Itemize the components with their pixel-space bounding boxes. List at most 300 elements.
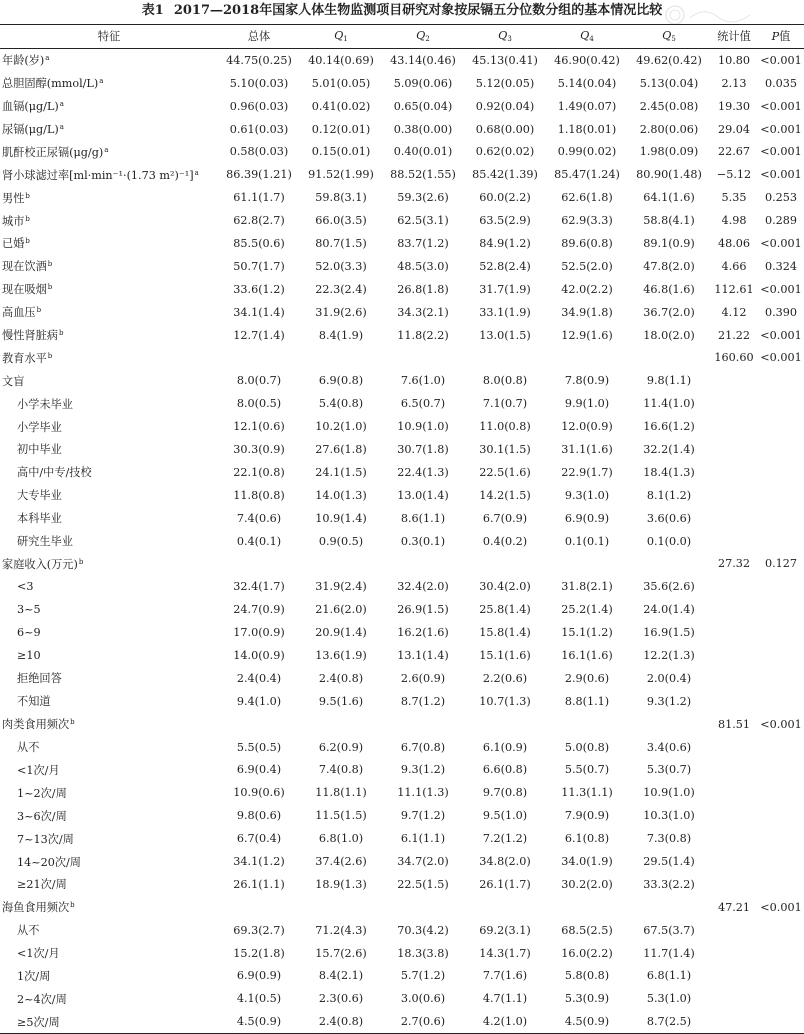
- table-row: [0, 369, 804, 392]
- cell-q4: 9.9(1.0): [564, 397, 610, 411]
- footnote-marker: a: [99, 77, 104, 86]
- row-label-cell: [0, 415, 218, 438]
- cell-q5: [628, 552, 710, 575]
- cell-q1: 80.7(1.5): [315, 236, 367, 250]
- cell-q5: 24.0(1.4): [643, 603, 695, 617]
- row-label: 肾小球滤过率[ml·min⁻¹·(1.73 m²)⁻¹]: [2, 168, 194, 182]
- cell-q4: 52.5(2.0): [561, 259, 613, 273]
- cell-q2: [382, 896, 464, 919]
- cell-q4: 31.1(1.6): [561, 442, 613, 456]
- row-label: 小学未毕业: [17, 397, 73, 411]
- cell-total: 15.2(1.8): [233, 946, 285, 960]
- cell-q4: 31.8(2.1): [561, 580, 613, 594]
- cell-q3: [464, 896, 546, 919]
- cell-q2: 22.5(1.5): [397, 877, 449, 891]
- cell-stat: [710, 438, 758, 461]
- cell-total: 50.7(1.7): [233, 259, 285, 273]
- col-header-p: P值: [758, 25, 804, 49]
- table-row: [0, 873, 804, 896]
- cell-q4: 22.9(1.7): [561, 465, 613, 479]
- cell-q1: 0.15(0.01): [311, 145, 371, 159]
- cell-q3: 13.0(1.5): [479, 328, 531, 342]
- table-row: [0, 140, 804, 163]
- cell-q4: 62.6(1.8): [561, 191, 613, 205]
- cell-q3: 45.13(0.41): [472, 53, 538, 67]
- cell-p: [758, 736, 804, 759]
- cell-q3: 10.7(1.3): [479, 694, 531, 708]
- row-label: 3~5: [17, 603, 41, 617]
- cell-total: 33.6(1.2): [233, 282, 285, 296]
- cell-q1: 91.52(1.99): [308, 168, 374, 182]
- row-label-cell: [0, 896, 218, 919]
- cell-q3: 9.7(0.8): [482, 786, 528, 800]
- row-label: ≥10: [17, 648, 41, 662]
- cell-q3: 34.8(2.0): [479, 855, 531, 868]
- cell-stat: [710, 873, 758, 896]
- table-row: [0, 621, 804, 644]
- cell-q2: 3.0(0.6): [400, 992, 446, 1006]
- cell-stat: [710, 827, 758, 850]
- cell-q3: 85.42(1.39): [472, 168, 538, 182]
- cell-q3: 4.7(1.1): [482, 992, 528, 1006]
- row-label-cell: [0, 461, 218, 484]
- cell-p: [758, 965, 804, 988]
- cell-q1: 0.41(0.02): [311, 99, 371, 113]
- table-row: [0, 415, 804, 438]
- cell-q2: 88.52(1.55): [390, 168, 456, 182]
- row-label-cell: [0, 95, 218, 118]
- cell-p: 0.289: [764, 214, 798, 228]
- cell-q2: 62.5(3.1): [397, 214, 449, 228]
- cell-total: 34.1(1.2): [233, 855, 285, 868]
- cell-p: [758, 804, 804, 827]
- cell-stat: [710, 621, 758, 644]
- cell-p: <0.001: [760, 717, 802, 731]
- cell-q2: 48.5(3.0): [397, 259, 449, 273]
- cell-q3: 14.2(1.5): [479, 488, 531, 502]
- cell-q4: 9.3(1.0): [564, 488, 610, 502]
- cell-p: [758, 667, 804, 690]
- row-label-cell: [0, 667, 218, 690]
- row-label-cell: [0, 987, 218, 1010]
- cell-q4: 5.3(0.9): [564, 992, 610, 1006]
- table-row: [0, 95, 804, 118]
- cell-p: [758, 919, 804, 942]
- cell-q4: 16.1(1.6): [561, 648, 613, 662]
- cell-q1: 11.5(1.5): [315, 809, 367, 823]
- row-label-cell: [0, 209, 218, 232]
- row-label: 现在吸烟: [2, 283, 47, 297]
- cell-p: [758, 530, 804, 553]
- cell-stat: [710, 850, 758, 873]
- cell-q4: 11.3(1.1): [561, 786, 613, 800]
- cell-total: 6.9(0.9): [236, 969, 282, 983]
- row-label: <1次/月: [17, 763, 60, 777]
- row-label: 本科毕业: [17, 512, 62, 526]
- cell-q3: [464, 713, 546, 736]
- cell-stat: 47.21: [717, 900, 751, 914]
- cell-total: 9.4(1.0): [236, 694, 282, 708]
- cell-total: 4.1(0.5): [236, 992, 282, 1006]
- footnote-marker: a: [45, 54, 50, 63]
- cell-q3: 15.1(1.6): [479, 648, 531, 662]
- cell-q5: 64.1(1.6): [643, 191, 695, 205]
- cell-q4: [546, 346, 628, 369]
- cell-q3: 30.1(1.5): [479, 442, 531, 456]
- cell-q1: 10.9(1.4): [315, 511, 367, 525]
- col-header-q1: $Q_1$: [300, 25, 382, 49]
- cell-q5: 58.8(4.1): [643, 214, 695, 228]
- cell-q4: 46.90(0.42): [554, 53, 620, 67]
- cell-q5: 0.1(0.0): [646, 534, 692, 548]
- cell-q3: 0.92(0.04): [475, 99, 535, 113]
- cell-q5: 10.9(1.0): [643, 786, 695, 800]
- cell-q1: 5.4(0.8): [318, 397, 364, 411]
- cell-stat: [710, 667, 758, 690]
- cell-total: 86.39(1.21): [226, 168, 292, 182]
- cell-q1: 14.0(1.3): [315, 488, 367, 502]
- row-label-cell: [0, 919, 218, 942]
- cell-q5: 16.6(1.2): [643, 420, 695, 434]
- cell-total: 26.1(1.1): [233, 877, 285, 891]
- cell-q2: 11.1(1.3): [397, 786, 449, 800]
- row-label-cell: [0, 72, 218, 95]
- cell-total: 5.10(0.03): [229, 76, 289, 90]
- cell-q1: 6.2(0.9): [318, 740, 364, 754]
- cell-total: 12.1(0.6): [233, 420, 285, 434]
- cell-p: <0.001: [760, 99, 802, 113]
- table-row: [0, 987, 804, 1010]
- cell-q2: 0.3(0.1): [400, 534, 446, 548]
- table-row: [0, 48, 804, 71]
- cell-q3: 7.2(1.2): [482, 832, 528, 846]
- cell-q5: 5.13(0.04): [639, 76, 699, 90]
- cell-q4: 2.9(0.6): [564, 671, 610, 685]
- cell-total: 0.4(0.1): [236, 534, 282, 548]
- row-label-cell: [0, 736, 218, 759]
- cell-total: 44.75(0.25): [226, 53, 292, 67]
- cell-q2: 83.7(1.2): [397, 236, 449, 250]
- cell-q1: 20.9(1.4): [315, 626, 367, 640]
- cell-q2: 13.1(1.4): [397, 648, 449, 662]
- footnote-marker: a: [104, 145, 109, 154]
- footnote-marker: a: [59, 123, 64, 131]
- cell-total: 8.0(0.7): [236, 374, 282, 388]
- cell-q2: 70.3(4.2): [397, 923, 449, 937]
- cell-q3: 26.1(1.7): [479, 877, 531, 891]
- cell-q1: 0.12(0.01): [311, 122, 371, 136]
- cell-q2: 0.38(0.00): [393, 122, 453, 136]
- cell-q4: [546, 713, 628, 736]
- cell-p: [758, 759, 804, 782]
- cell-p: [758, 781, 804, 804]
- cell-q2: 16.2(1.6): [397, 626, 449, 640]
- row-label-cell: [0, 552, 218, 575]
- cell-q2: 6.7(0.8): [400, 740, 446, 754]
- row-label-cell: [0, 530, 218, 553]
- cell-q5: 2.45(0.08): [639, 99, 699, 113]
- row-label-cell: [0, 163, 218, 186]
- cell-q2: 18.3(3.8): [397, 946, 449, 960]
- table-row: [0, 163, 804, 186]
- col-header-feature: 特征: [0, 25, 218, 49]
- cell-q3: 33.1(1.9): [479, 305, 531, 319]
- cell-q1: 2.3(0.6): [318, 992, 364, 1006]
- cell-total: 12.7(1.4): [233, 328, 285, 342]
- table-row: [0, 644, 804, 667]
- cell-q5: 5.3(0.7): [646, 763, 692, 777]
- cell-stat: 4.66: [721, 259, 747, 273]
- cell-q4: 34.9(1.8): [561, 305, 613, 319]
- cell-q4: 1.18(0.01): [557, 122, 617, 136]
- cell-q1: 8.4(1.9): [318, 328, 364, 342]
- table-row: [0, 552, 804, 575]
- cell-stat: [710, 690, 758, 713]
- cell-p: [758, 873, 804, 896]
- cell-q1: 24.1(1.5): [315, 465, 367, 479]
- cell-p: [758, 392, 804, 415]
- cell-q3: 0.4(0.2): [482, 534, 528, 548]
- row-label: 3~6次/周: [17, 809, 67, 823]
- cell-p: 0.035: [764, 76, 798, 90]
- row-label-cell: [0, 324, 218, 347]
- cell-q4: 42.0(2.2): [561, 282, 613, 296]
- table-row: [0, 942, 804, 965]
- cell-p: [758, 415, 804, 438]
- cell-q4: 1.49(0.07): [557, 99, 617, 113]
- cell-q4: 16.0(2.2): [561, 946, 613, 960]
- table-row: [0, 72, 804, 95]
- cell-q3: 31.7(1.9): [479, 282, 531, 296]
- cell-q1: 15.7(2.6): [315, 946, 367, 960]
- row-label-cell: [0, 301, 218, 324]
- cell-total: [218, 896, 300, 919]
- cell-total: 0.96(0.03): [229, 99, 289, 113]
- col-header-q5: $Q_5$: [628, 25, 710, 49]
- cell-stat: 112.61: [714, 282, 754, 296]
- cell-q3: 14.3(1.7): [479, 946, 531, 960]
- table-row: [0, 530, 804, 553]
- cell-q5: 9.3(1.2): [646, 694, 692, 708]
- cell-q5: 49.62(0.42): [636, 53, 702, 67]
- cell-q4: 0.1(0.1): [564, 534, 610, 548]
- cell-q5: 1.98(0.09): [639, 145, 699, 159]
- cell-q1: 2.4(0.8): [318, 671, 364, 685]
- cell-q1: 8.4(2.1): [318, 969, 364, 983]
- cell-q4: [546, 552, 628, 575]
- row-label: 教育水平: [2, 351, 47, 365]
- cell-q5: 80.90(1.48): [636, 168, 702, 182]
- cell-stat: 81.51: [717, 717, 751, 731]
- row-label: 文盲: [2, 374, 25, 388]
- cell-p: <0.001: [760, 282, 802, 296]
- cell-q1: 6.9(0.8): [318, 374, 364, 388]
- cell-q3: 25.8(1.4): [479, 603, 531, 617]
- cell-total: 14.0(0.9): [233, 648, 285, 662]
- table-row: [0, 759, 804, 782]
- cell-p: [758, 438, 804, 461]
- cell-q1: 31.9(2.4): [315, 580, 367, 594]
- cell-total: [218, 346, 300, 369]
- cell-q1: [300, 896, 382, 919]
- cell-q2: 2.6(0.9): [400, 671, 446, 685]
- cell-total: [218, 552, 300, 575]
- row-label: <3: [17, 580, 34, 594]
- cell-p: [758, 484, 804, 507]
- table-row: [0, 324, 804, 347]
- cell-q5: 3.6(0.6): [646, 511, 692, 525]
- row-label: 14~20次/周: [17, 855, 81, 869]
- row-label-cell: [0, 438, 218, 461]
- cell-q1: [300, 346, 382, 369]
- row-label: 海鱼食用频次: [2, 901, 70, 915]
- row-label: 2~4次/周: [17, 992, 67, 1006]
- cell-q5: 8.7(2.5): [628, 1010, 710, 1033]
- cell-stat: [710, 461, 758, 484]
- cell-q5: 3.4(0.6): [646, 740, 692, 754]
- cell-q3: 7.7(1.6): [482, 969, 528, 983]
- cell-q4: 5.0(0.8): [564, 740, 610, 754]
- cell-q1: 2.4(0.8): [300, 1010, 382, 1033]
- cell-q2: 2.7(0.6): [382, 1010, 464, 1033]
- cell-q2: 9.7(1.2): [400, 809, 446, 823]
- cell-q5: 2.80(0.06): [639, 122, 699, 136]
- row-label: 从不: [17, 741, 40, 755]
- row-label: 大专毕业: [17, 489, 62, 503]
- cell-q3: 69.2(3.1): [479, 923, 531, 937]
- cell-stat: 21.22: [717, 328, 751, 342]
- cell-q1: 7.4(0.8): [318, 763, 364, 777]
- cell-q3: 30.4(2.0): [479, 580, 531, 594]
- cell-q1: 6.8(1.0): [318, 832, 364, 846]
- cell-q1: 0.9(0.5): [318, 534, 364, 548]
- cell-q2: 34.3(2.1): [397, 305, 449, 319]
- cell-q3: 5.12(0.05): [475, 76, 535, 90]
- table-row: [0, 209, 804, 232]
- cell-q1: 40.14(0.69): [308, 53, 374, 67]
- cell-total: 17.0(0.9): [233, 626, 285, 640]
- cell-q3: 7.1(0.7): [482, 397, 528, 411]
- footnote-marker: b: [25, 191, 30, 200]
- cell-total: 62.8(2.7): [233, 214, 285, 228]
- cell-q2: 30.7(1.8): [397, 442, 449, 456]
- cell-q4: 68.5(2.5): [561, 923, 613, 937]
- cell-total: 8.0(0.5): [236, 397, 282, 411]
- cell-total: 34.1(1.4): [233, 305, 285, 319]
- cell-q2: 22.4(1.3): [397, 465, 449, 479]
- footnote-marker: b: [78, 557, 84, 566]
- cell-q3: 6.1(0.9): [482, 740, 528, 754]
- cell-p: <0.001: [760, 145, 802, 159]
- table-row: [0, 438, 804, 461]
- cell-q4: 4.5(0.9): [546, 1010, 628, 1033]
- cell-p: <0.001: [760, 328, 802, 342]
- footnote-marker: b: [70, 901, 75, 910]
- table-row: [0, 781, 804, 804]
- cell-p: [758, 690, 804, 713]
- cell-stat: [710, 507, 758, 530]
- cell-stat: [710, 415, 758, 438]
- cell-q3: 52.8(2.4): [479, 259, 531, 273]
- table-row: [0, 850, 804, 873]
- footnote-marker: b: [47, 283, 53, 292]
- cell-total: 0.58(0.03): [229, 145, 289, 159]
- cell-q3: 6.6(0.8): [482, 763, 528, 777]
- row-label-cell: [0, 850, 218, 873]
- cell-stat: [710, 392, 758, 415]
- cell-q3: 63.5(2.9): [479, 214, 531, 228]
- row-label-cell: [0, 140, 218, 163]
- cell-q3: 9.5(1.0): [482, 809, 528, 823]
- cell-q3: 4.2(1.0): [464, 1010, 546, 1033]
- cell-q2: [382, 346, 464, 369]
- row-label: 现在饮酒: [2, 260, 47, 274]
- row-label-cell: [0, 118, 218, 141]
- cell-q2: 9.3(1.2): [400, 763, 446, 777]
- cell-p: [758, 598, 804, 621]
- cell-total: 32.4(1.7): [233, 580, 285, 594]
- cell-stat: [710, 965, 758, 988]
- row-label-cell: [0, 644, 218, 667]
- row-label: 家庭收入(万元): [2, 557, 78, 571]
- cell-stat: −5.12: [716, 168, 752, 182]
- cell-stat: [710, 942, 758, 965]
- cell-q4: 85.47(1.24): [554, 168, 620, 182]
- row-label: 初中毕业: [17, 443, 62, 457]
- cell-stat: [710, 804, 758, 827]
- cell-q5: 18.0(2.0): [643, 328, 695, 342]
- table-row: [0, 484, 804, 507]
- row-label-cell: [0, 1010, 218, 1033]
- row-label: 城市: [2, 214, 25, 228]
- row-label-cell: [0, 507, 218, 530]
- table-row: [0, 827, 804, 850]
- cell-q3: 6.7(0.9): [482, 511, 528, 525]
- cell-q2: 13.0(1.4): [397, 488, 449, 502]
- table-row: [0, 301, 804, 324]
- cell-q4: 15.1(1.2): [561, 626, 613, 640]
- cell-q4: 7.9(0.9): [564, 809, 610, 823]
- table-row: [0, 804, 804, 827]
- row-label-cell: [0, 186, 218, 209]
- row-label-cell: [0, 484, 218, 507]
- cell-stat: 5.35: [721, 191, 747, 205]
- cell-q3: 22.5(1.6): [479, 465, 531, 479]
- cell-q2: 26.9(1.5): [397, 603, 449, 617]
- cell-q5: 32.2(1.4): [643, 442, 695, 456]
- cell-q3: 60.0(2.2): [479, 191, 531, 205]
- row-label-cell: [0, 278, 218, 301]
- cell-p: <0.001: [760, 53, 802, 67]
- cell-q1: 13.6(1.9): [315, 648, 367, 662]
- table-row: [0, 598, 804, 621]
- cell-q5: 89.1(0.9): [643, 236, 695, 250]
- cell-q1: 10.2(1.0): [315, 420, 367, 434]
- row-label-cell: [0, 621, 218, 644]
- table-row: [0, 690, 804, 713]
- cell-q2: [382, 713, 464, 736]
- cell-p: <0.001: [760, 168, 802, 182]
- cell-q2: 11.8(2.2): [397, 328, 449, 342]
- table-row: [0, 232, 804, 255]
- cell-p: 0.253: [764, 191, 798, 205]
- cell-total: 4.5(0.9): [218, 1010, 300, 1033]
- table-row: [0, 507, 804, 530]
- data-table: [0, 24, 804, 1034]
- row-label: 高血压: [2, 306, 36, 320]
- cell-q5: [628, 346, 710, 369]
- cell-total: 61.1(1.7): [233, 191, 285, 205]
